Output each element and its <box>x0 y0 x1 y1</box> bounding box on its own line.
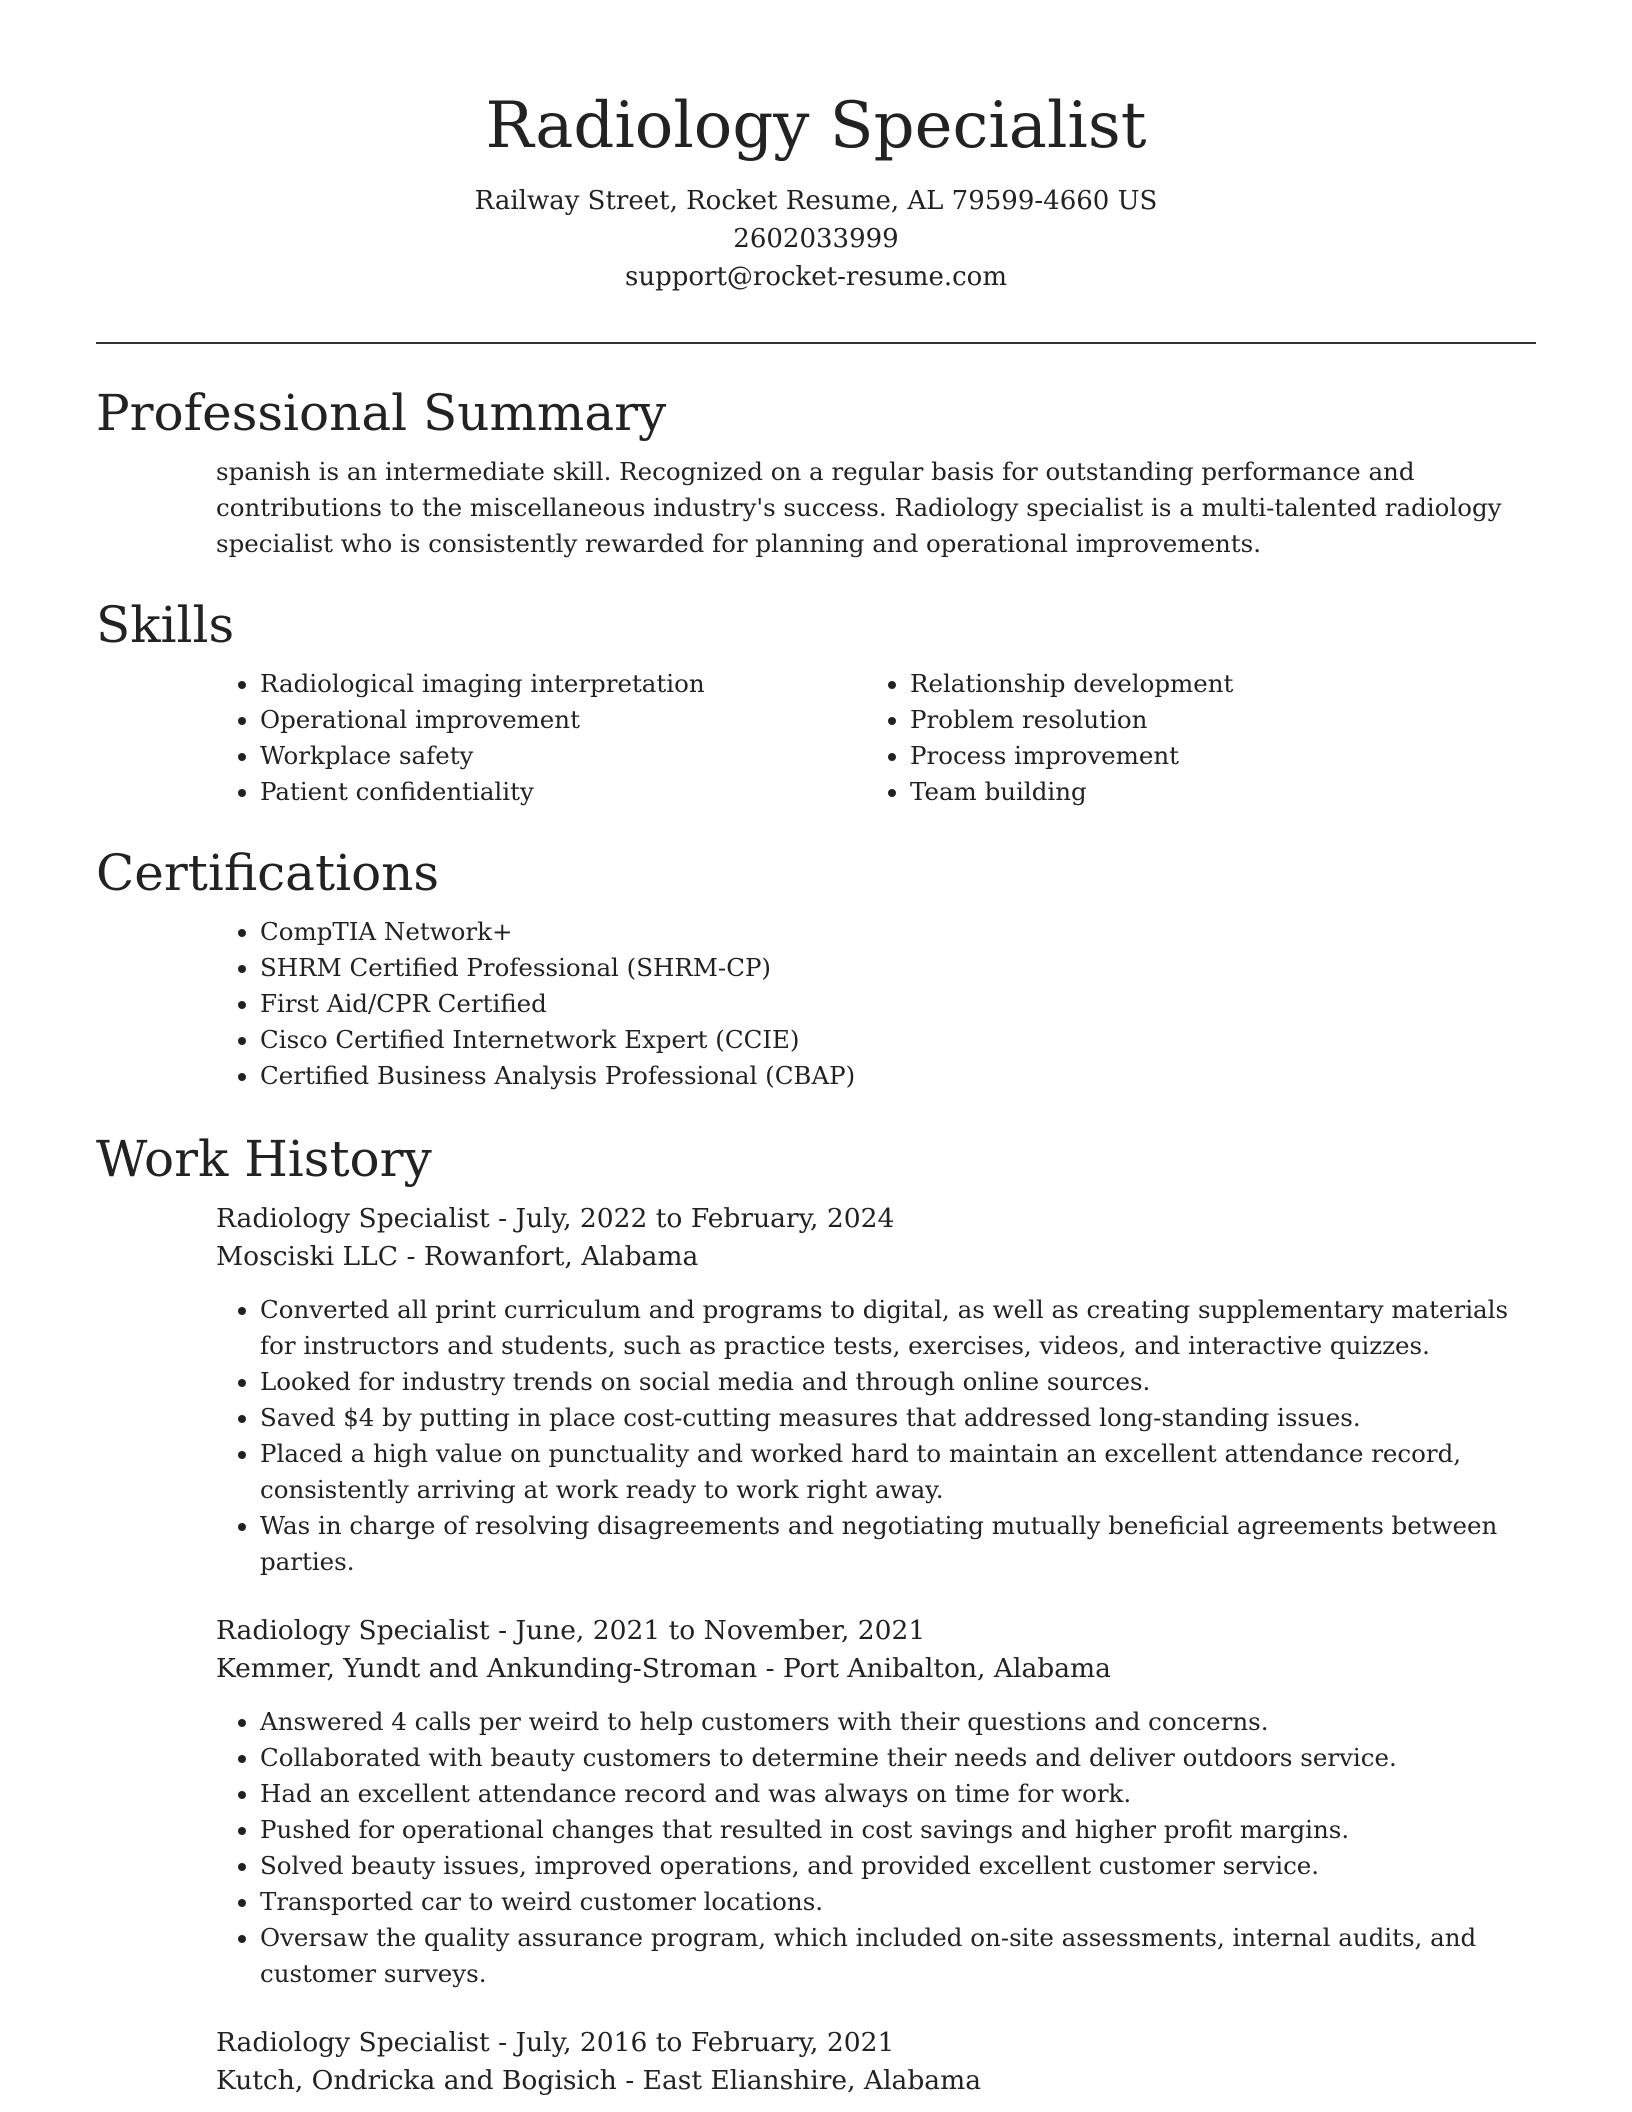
work-history-heading: Work History <box>96 1130 432 1188</box>
job-duty-item: • Saved $4 by putting in place cost-cutting measures that addressed long-standing issues. <box>260 1400 1536 1436</box>
job-duty-item: • Transported car to weird customer locations. <box>260 1884 1536 1920</box>
job-duty-item: • Answered 4 calls per weird to help customers with their questions and concerns. <box>260 1704 1536 1740</box>
job-title-dates: Radiology Specialist - July, 2016 to February, 2021 <box>216 2027 895 2058</box>
skill-item: • Radiological imaging interpretation <box>260 666 866 702</box>
candidate-name: Radiology Specialist <box>485 89 1147 163</box>
contact-info <box>0 182 1632 296</box>
job-duty-item: • Oversaw the quality assurance program, which included on-site assessments, internal audits, and customer surveys. <box>260 1920 1536 1992</box>
summary-section <box>96 380 1536 562</box>
job-duties-list <box>216 1292 1536 1580</box>
job-duty-item: • Solved beauty issues, improved operations, and provided excellent customer service. <box>260 1848 1536 1884</box>
skill-item: • Relationship development <box>910 666 1516 702</box>
job-entry <box>216 1200 1536 1580</box>
skill-item: • Patient confidentiality <box>260 774 866 810</box>
phone-line: 2602033999 <box>733 224 899 254</box>
job-duty-item: • Had an excellent attendance record and was always on time for work. <box>260 1776 1536 1812</box>
skills-list-left <box>216 666 866 810</box>
job-duties-list <box>216 1704 1536 1992</box>
job-duty-item: • Collaborated with beauty customers to determine their needs and deliver outdoors service. <box>260 1740 1536 1776</box>
email-line: support@rocket-resume.com <box>624 262 1007 292</box>
job-company-location: Mosciski LLC - Rowanfort, Alabama <box>216 1241 699 1272</box>
skill-item: • Workplace safety <box>260 738 866 774</box>
address-line: Railway Street, Rocket Resume, AL 79599-4660 US <box>474 186 1158 216</box>
job-title-dates: Radiology Specialist - July, 2022 to February, 2024 <box>216 1203 895 1234</box>
job-duty-item: • Converted all print curriculum and programs to digital, as well as creating supplementary materials for instructors and students, such as practice tests, exercises, videos, and interactive quizzes. <box>260 1292 1536 1364</box>
certifications-section <box>96 840 1536 1094</box>
certification-item: • CompTIA Network+ <box>260 914 1536 950</box>
certifications-list <box>216 914 1536 1094</box>
skills-grid <box>216 666 1536 810</box>
skill-item: • Team building <box>910 774 1516 810</box>
skill-item: • Process improvement <box>910 738 1516 774</box>
summary-text: spanish is an intermediate skill. Recognized on a regular basis for outstanding performance and contributions to the miscellaneous industry's success. Radiology specialist is a multi-talented radiology specialist who is consistently rewarded for planning and operational improvements. <box>216 457 1502 558</box>
skills-column-right <box>866 666 1516 810</box>
skill-item: • Operational improvement <box>260 702 866 738</box>
certification-item: • SHRM Certified Professional (SHRM-CP) <box>260 950 1536 986</box>
job-company-location: Kutch, Ondricka and Bogisich - East Elianshire, Alabama <box>216 2065 982 2096</box>
summary-heading: Professional Summary <box>96 384 667 442</box>
job-company-location: Kemmer, Yundt and Ankunding-Stroman - Port Anibalton, Alabama <box>216 1653 1111 1684</box>
work-history-section <box>96 1126 1536 2100</box>
resume-header <box>0 0 1632 296</box>
job-title-dates: Radiology Specialist - June, 2021 to November, 2021 <box>216 1615 926 1646</box>
job-entry <box>216 2024 1536 2100</box>
job-duty-item: • Pushed for operational changes that resulted in cost savings and higher profit margins. <box>260 1812 1536 1848</box>
skills-list-right <box>866 666 1516 810</box>
skills-section <box>96 592 1536 810</box>
certification-item: • Certified Business Analysis Professional (CBAP) <box>260 1058 1536 1094</box>
certification-item: • Cisco Certified Internetwork Expert (CCIE) <box>260 1022 1536 1058</box>
skills-column-left <box>216 666 866 810</box>
job-duty-item: • Placed a high value on punctuality and worked hard to maintain an excellent attendance record, consistently arriving at work ready to work right away. <box>260 1436 1536 1508</box>
certification-item: • First Aid/CPR Certified <box>260 986 1536 1022</box>
job-duty-item: • Was in charge of resolving disagreements and negotiating mutually beneficial agreements between parties. <box>260 1508 1536 1580</box>
header-divider <box>96 342 1536 344</box>
skill-item: • Problem resolution <box>910 702 1516 738</box>
skills-heading: Skills <box>96 596 235 654</box>
job-entry <box>216 1612 1536 1992</box>
job-duty-item: • Looked for industry trends on social media and through online sources. <box>260 1364 1536 1400</box>
certifications-heading: Certifications <box>96 844 440 902</box>
